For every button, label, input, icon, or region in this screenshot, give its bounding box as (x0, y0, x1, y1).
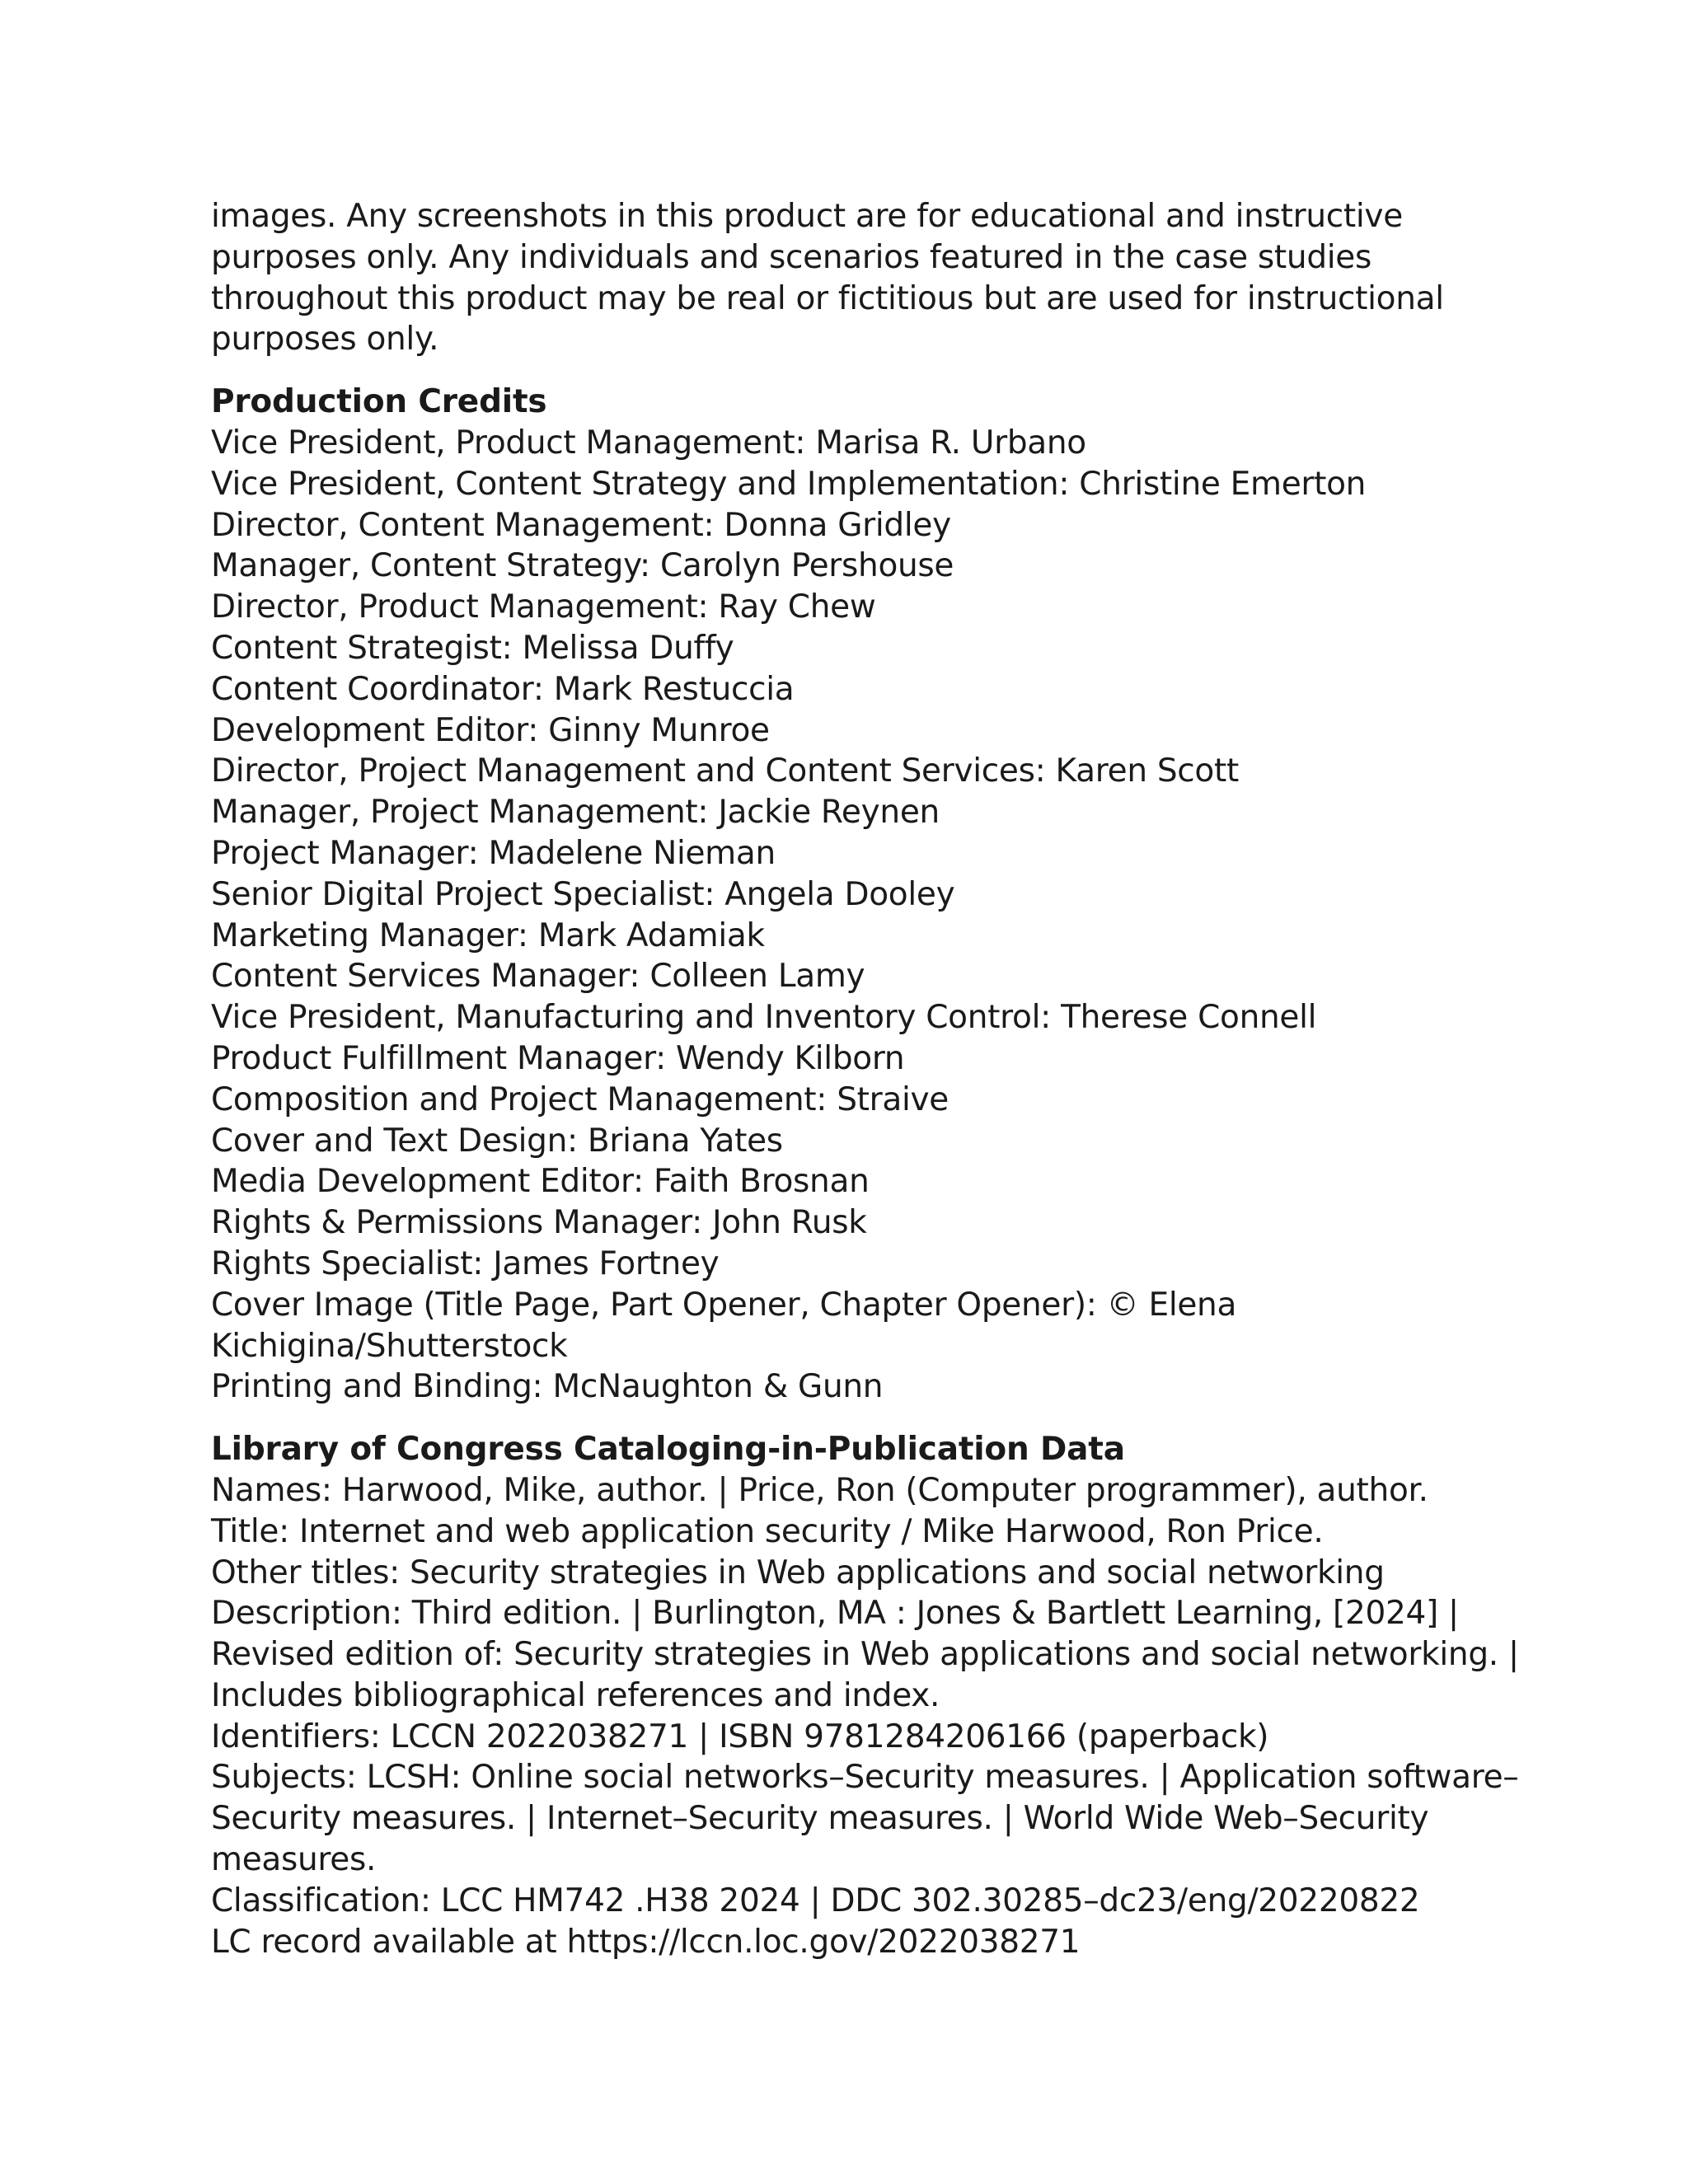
credit-line: Rights & Permissions Manager: John Rusk (211, 1204, 867, 1242)
cip-heading: Library of Congress Cataloging-in-Publication Data (211, 1431, 1125, 1469)
credit-line: Content Strategist: Melissa Duffy (211, 629, 734, 667)
cip-line: measures. (211, 1841, 377, 1879)
cip-line: Names: Harwood, Mike, author. | Price, Ron (Computer programmer), author. (211, 1471, 1428, 1509)
credit-line: Manager, Project Management: Jackie Reynen (211, 794, 940, 832)
copyright-page (211, 196, 1519, 1962)
credit-line: Development Editor: Ginny Munroe (211, 711, 770, 749)
cip-line: Security measures. | Internet–Security measures. | World Wide Web–Security (211, 1800, 1429, 1838)
cip-line: Includes bibliographical references and index. (211, 1676, 940, 1714)
credit-line: Product Fulfillment Manager: Wendy Kilborn (211, 1039, 905, 1077)
credit-line: Vice President, Content Strategy and Implementation: Christine Emerton (211, 465, 1367, 503)
cip-line: Title: Internet and web application security / Mike Harwood, Ron Price. (211, 1512, 1324, 1550)
intro-line: purposes only. Any individuals and scenarios featured in the case studies (211, 238, 1372, 276)
production-credits-heading: Production Credits (211, 383, 547, 421)
credit-line: Rights Specialist: James Fortney (211, 1244, 720, 1282)
credit-line: Printing and Binding: McNaughton & Gunn (211, 1368, 884, 1406)
section-spacer (211, 1408, 1497, 1429)
credit-line: Senior Digital Project Specialist: Angela Dooley (211, 875, 955, 913)
intro-line: purposes only. (211, 321, 439, 359)
lc-record-link: LC record available at https://lccn.loc.gov/2022038271 (211, 1923, 1081, 1961)
credit-line: Marketing Manager: Mark Adamiak (211, 916, 765, 954)
credit-line: Cover and Text Design: Briana Yates (211, 1122, 783, 1160)
credit-line: Content Coordinator: Mark Restuccia (211, 670, 795, 708)
credit-line: Manager, Content Strategy: Carolyn Pershouse (211, 547, 954, 585)
cip-line: Identifiers: LCCN 2022038271 | ISBN 9781284206166 (paperback) (211, 1718, 1269, 1755)
credit-line: Director, Product Management: Ray Chew (211, 588, 876, 626)
credit-line: Project Manager: Madelene Nieman (211, 834, 776, 872)
cip-line: Revised edition of: Security strategies in Web applications and social networking. | (211, 1636, 1519, 1674)
cip-line: Subjects: LCSH: Online social networks–Security measures. | Application software– (211, 1759, 1519, 1797)
cip-line: Description: Third edition. | Burlington, MA : Jones & Bartlett Learning, [2024] | (211, 1595, 1459, 1633)
credit-line: Director, Content Management: Donna Gridley (211, 506, 951, 544)
cip-data-section (211, 1429, 1519, 1962)
credit-line: Director, Project Management and Content Services: Karen Scott (211, 752, 1239, 790)
cip-line: Classification: LCC HM742 .H38 2024 | DDC 302.30285–dc23/eng/20220822 (211, 1882, 1420, 1919)
credit-line: Composition and Project Management: Straive (211, 1080, 949, 1118)
production-credits-section (211, 382, 1497, 1408)
intro-line: images. Any screenshots in this product are for educational and instructive (211, 198, 1403, 235)
cip-line: Other titles: Security strategies in Web applications and social networking (211, 1554, 1385, 1591)
credit-line: Media Development Editor: Faith Brosnan (211, 1163, 870, 1201)
section-spacer (211, 360, 1497, 382)
credit-line: Kichigina/Shutterstock (211, 1327, 568, 1365)
credit-line: Content Services Manager: Colleen Lamy (211, 958, 865, 996)
credit-line: Vice President, Product Management: Marisa R. Urbano (211, 424, 1086, 462)
intro-line: throughout this product may be real or fictitious but are used for instructional (211, 279, 1444, 317)
credit-line: Vice President, Manufacturing and Inventory Control: Therese Connell (211, 999, 1317, 1037)
intro-paragraph (211, 196, 1497, 360)
credit-line: Cover Image (Title Page, Part Opener, Chapter Opener): © Elena (211, 1286, 1237, 1324)
